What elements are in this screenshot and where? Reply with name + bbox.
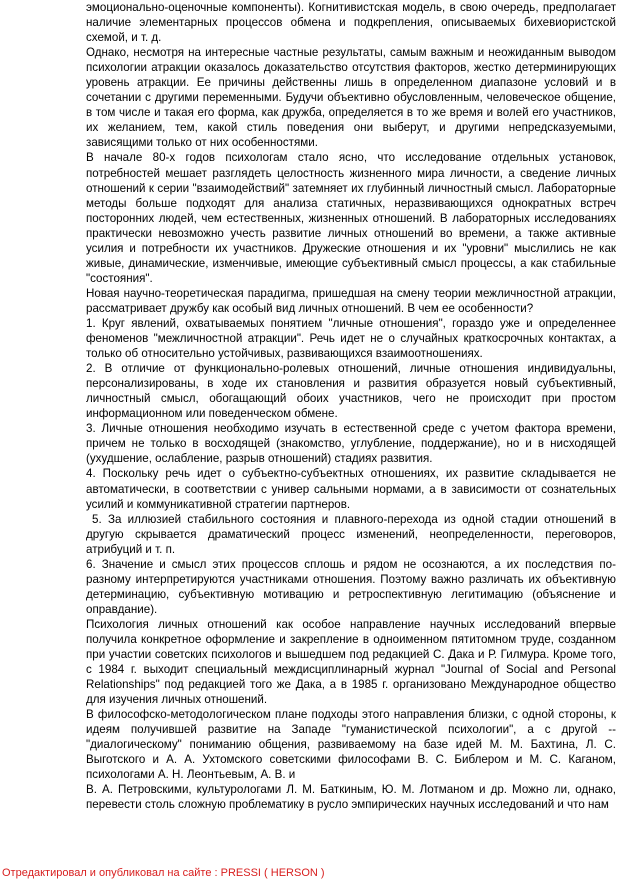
list-item-1: 1. Круг явлений, охватываемых понятием "личные отношения", гораздо уже и определеннее феноменов "межличностной атракции". Речь идет не о случайных краткосрочных контактах, а только об относительно устойчивых, развивающихся взаимоотношениях. [86, 316, 616, 361]
document-body [86, 0, 616, 813]
paragraph-4: Новая научно-теоретическая парадигма, пришедшая на смену теории межличностной атракции, рассматривает дружбу как особый вид личных отношений. В чем ее особенности? [86, 286, 616, 315]
paragraph-3: В начале 80-х годов психологам стало ясно, что исследование отдельных установок, потребностей мешает разглядеть целостность жизненного мира личности, а сведение личных отношений к серии "взаимодействий" затемняет их глубинный личностный смысл. Лабораторные методы больше подходят для анализа статичных, неразвивающихся однократных встреч посторонних людей, чем естественных, жизненных отношений. В лабораторных исследованиях практически невозможно учесть развитие личных отношений во времени, а также активные усилия и потребности их участников. Дружеские отношения и их "уровни" мыслились не как живые, динамические, изменчивые, имеющие субъективный смысл процессы, а как стабильные "состояния". [86, 151, 616, 285]
paragraph-5: Психология личных отношений как особое направление научных исследований впервые получила конкретное оформление и закрепление в одноименном пятитомном труде, созданном при участии советских психологов и вышедшем под редакцией С. Дака и Р. Гилмура. Кроме того, с 1984 г. выходит специальный междисциплинарный журнал "Journal of Social and Personal Relationships" под редакцией того же Дака, а в 1985 г. организовано Международное общество для изучения личных отношений. [86, 617, 616, 707]
list-item-3: 3. Личные отношения необходимо изучать в естественной среде с учетом фактора времени, причем не только в восходящей (знакомство, углубление, поддержание), но и в нисходящей (ухудшение, ослабление, разрыв отношений) стадиях развития. [86, 422, 616, 466]
footer-credit: Отредактировал и опубликовал на сайте : PRESSI ( HERSON ) [2, 867, 325, 879]
list-item-5: 5. За иллюзией стабильного состояния и плавного-перехода из одной стадии отношений в другую скрывается драматический процесс изменений, неопределенности, переговоров, атрибуций и т. п. [86, 512, 616, 556]
list-item-4: 4. Поскольку речь идет о субъектно-субъектных отношениях, их развитие складывается не автоматически, в соответствии с универ сальными нормами, а в зависимости от сознательных усилий и коммуникативной стратегии партнеров. [86, 467, 616, 511]
list-item-2: 2. В отличие от функционально-ролевых отношений, личные отношения индивидуальны, персонализированы, в ходе их становления и развития образуется новый субъективный, личностный смысл, обогащающий обоих участников, чего не происходит при простом информационном или поведенческом обмене. [86, 362, 616, 421]
paragraph-6: В философско-методологическом плане подходы этого направления близки, с одной стороны, к идеям получившей развитие на Западе "гуманистической психологии", а с другой -- "диалогическому" пониманию общения, развиваемому на базе идей М. М. Бахтина, Л. С. Выготского и А. А. Ухтомского советскими философами В. С. Библером и М. С. Каганом, психологами А. Н. Леонтьевым, А. В. и [86, 708, 616, 782]
paragraph-7: В. А. Петровскими, культурологами Л. М. Баткиным, Ю. М. Лотманом и др. Можно ли, однако, перевести столь сложную проблематику в русло эмпирических научных исследований и что нам [86, 783, 616, 812]
paragraph-1: эмоционально-оценочные компоненты). Когнитивистская модель, в свою очередь, предполагает наличие элементарных процессов обмена и подкрепления, описываемых бихевиористской схемой, и т. д. [86, 1, 616, 45]
paragraph-2: Однако, несмотря на интересные частные результаты, самым важным и неожиданным выводом психологии атракции оказалось доказательство отсутствия факторов, жестко детерминирующих уровень атракции. Ее причины действенны лишь в определенном диапазоне условий и в сочетании с другими переменными. Будучи объективно обусловленным, человеческое общение, в том числе и такая его форма, как дружба, определяется в то же время и волей его участников, их желанием, тем, какой стиль поведения они выберут, и другими непредсказуемыми, зависящими только от них особенностями. [86, 46, 616, 150]
list-item-6: 6. Значение и смысл этих процессов сплошь и рядом не осознаются, а их последствия по-разному интерпретируются участниками отношения. Поэтому важно различать их объективную детерминацию, субъективную мотивацию и ретроспективную легитимацию (объяснение и оправдание). [86, 557, 616, 616]
